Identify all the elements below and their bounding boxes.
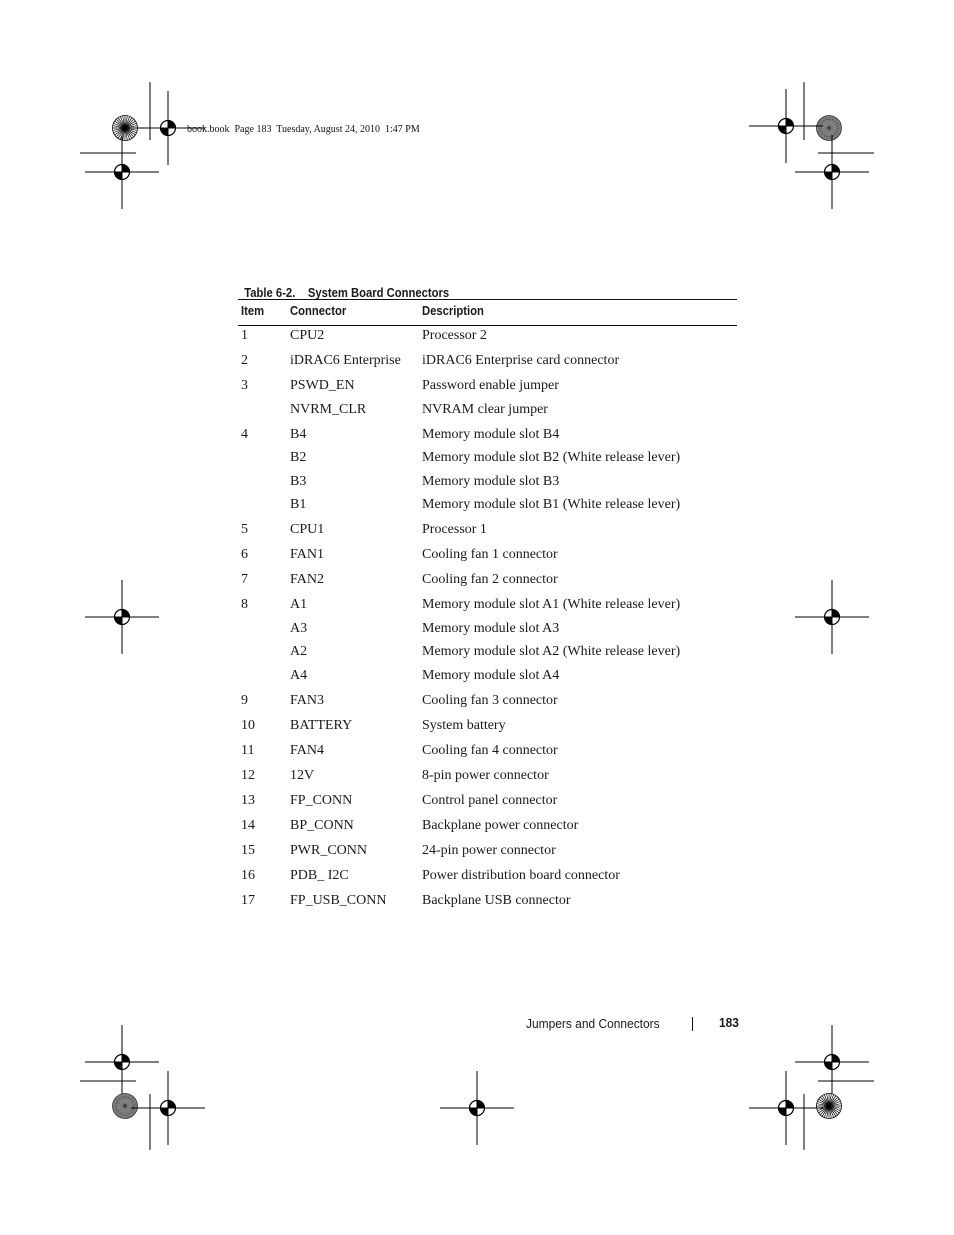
cell-connector: FAN1 [290,547,324,562]
table-row [238,866,737,890]
table-row [238,472,737,496]
cell-description: Cooling fan 2 connector [422,572,558,587]
cell-connector: BATTERY [290,717,353,733]
cell-connector: FAN4 [290,742,324,758]
cell-connector: A2 [290,644,308,659]
cell-connector: CPU1 [290,522,325,537]
table-body [238,326,737,914]
table-row [238,619,737,643]
page-number: 183 [719,1015,739,1030]
table-row [238,691,737,715]
cell-description: iDRAC6 Enterprise card connector [422,353,620,368]
cell-connector: 12V [290,767,315,783]
cell-connector: PWR_CONN [290,842,368,858]
table-row [238,595,737,619]
cell-connector: B2 [290,450,307,465]
table-row [238,545,737,569]
cell-description: Backplane USB connector [422,892,571,908]
table-row [238,495,737,519]
table-row [238,351,737,375]
cell-description: System battery [422,717,506,733]
cell-description: Memory module slot B1 (White release lever) [422,497,681,512]
table-caption-number: Table 6-2. [244,286,296,300]
cell-item: 12 [241,767,255,783]
table-row [238,425,737,449]
cell-description: Processor 2 [422,328,487,343]
table-row [238,891,737,915]
table-row [238,666,737,690]
table-caption-title: System Board Connectors [307,286,450,300]
footer-divider [692,1017,693,1031]
cell-description: Memory module slot B4 [422,426,560,442]
cell-description: Backplane power connector [422,817,579,833]
cell-connector: B4 [290,426,307,442]
cell-connector: iDRAC6 Enterprise [290,353,401,368]
table-row [238,400,737,424]
cell-item: 7 [241,572,248,587]
cell-connector: FAN2 [290,572,324,587]
cell-item: 15 [241,842,255,858]
print-slug-line: book.book Page 183 Tuesday, August 24, 2010 1:47 PM [187,124,420,135]
cell-description: Power distribution board connector [422,867,620,883]
cell-description: Control panel connector [422,792,558,808]
cell-item: 2 [241,353,248,368]
table-row [238,570,737,594]
header-connector: Connector [290,304,347,318]
table-row [238,376,737,400]
cell-connector: B3 [290,473,307,489]
cell-item: 13 [241,792,255,808]
cell-item: 16 [241,867,255,883]
cell-item: 10 [241,717,255,733]
cell-item: 1 [241,328,248,343]
cell-item: 8 [241,597,248,612]
cell-description: Memory module slot A1 (White release lever) [422,597,681,612]
cell-item: 3 [241,378,248,393]
cell-connector: FP_USB_CONN [290,892,387,908]
cell-connector: FP_CONN [290,792,353,808]
cell-item: 9 [241,692,248,708]
table-row [238,816,737,840]
cell-connector: CPU2 [290,328,325,343]
table-row [238,741,737,765]
cell-description: Memory module slot A2 (White release lever) [422,644,681,659]
cell-item: 6 [241,547,248,562]
table-header-row [238,299,737,326]
connectors-table [238,299,737,914]
cell-description: Processor 1 [422,522,487,537]
cell-item: 17 [241,892,255,908]
table-row [238,791,737,815]
cell-description: NVRAM clear jumper [422,401,548,417]
cell-item: 14 [241,817,255,833]
table-row [238,642,737,666]
cell-connector: A3 [290,620,308,636]
cell-connector: PSWD_EN [290,378,355,393]
cell-description: 24-pin power connector [422,842,556,858]
cell-item: 5 [241,522,248,537]
table-row [238,520,737,544]
cell-connector: B1 [290,497,307,512]
cell-connector: PDB_ I2C [290,867,349,883]
cell-description: Password enable jumper [422,378,559,393]
cell-description: Memory module slot A4 [422,667,560,683]
cell-description: Memory module slot A3 [422,620,560,636]
footer-section-title: Jumpers and Connectors [526,1016,660,1031]
cell-item: 11 [241,742,255,758]
header-item: Item [241,304,265,318]
cell-description: Cooling fan 3 connector [422,692,558,708]
cell-connector: NVRM_CLR [290,401,367,417]
header-description: Description [422,304,484,318]
cell-description: 8-pin power connector [422,767,549,783]
cell-connector: A1 [290,597,308,612]
cell-description: Memory module slot B3 [422,473,560,489]
table-row [238,841,737,865]
table-row [238,326,737,350]
cell-connector: FAN3 [290,692,324,708]
table-caption [238,272,449,300]
cell-description: Cooling fan 1 connector [422,547,558,562]
table-row [238,716,737,740]
cell-connector: A4 [290,667,308,683]
cell-description: Memory module slot B2 (White release lever) [422,450,681,465]
cell-item: 4 [241,426,248,442]
table-row [238,766,737,790]
cell-description: Cooling fan 4 connector [422,742,558,758]
cell-connector: BP_CONN [290,817,354,833]
table-row [238,448,737,472]
